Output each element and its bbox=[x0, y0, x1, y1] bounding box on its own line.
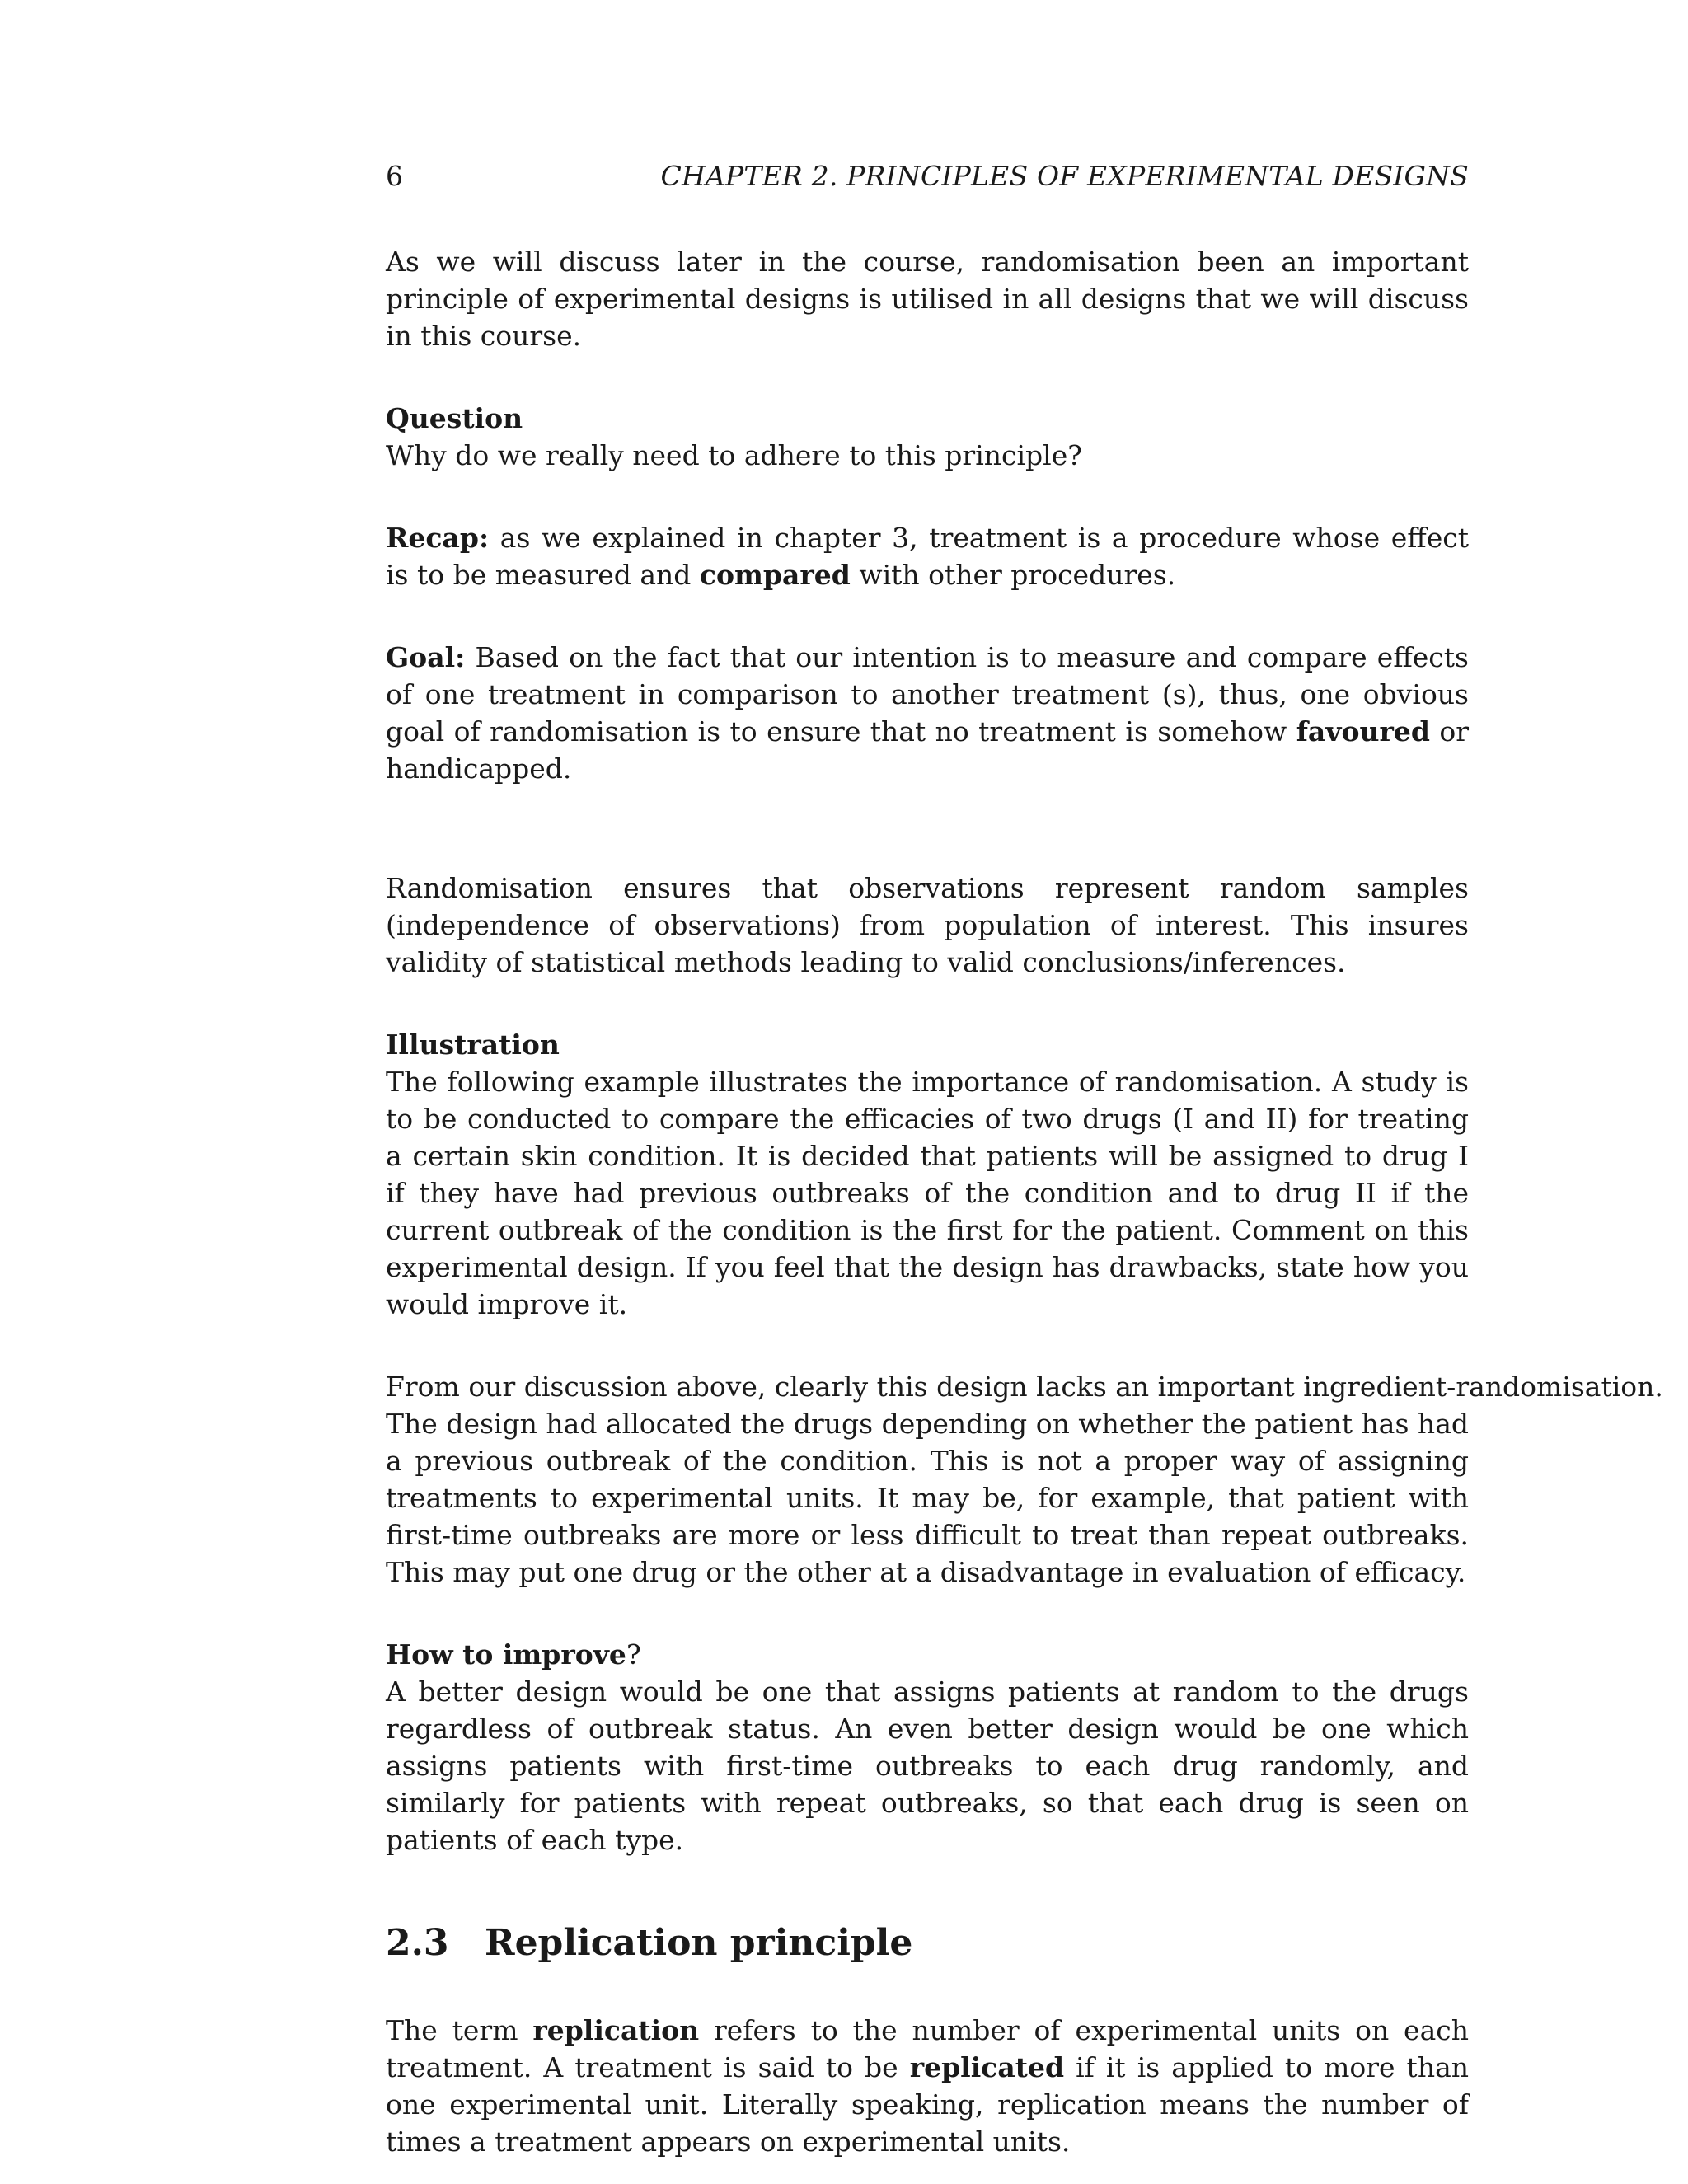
discussion-first-line: From our discussion above, clearly this design lacks an important ingredient-randomisation. bbox=[386, 1371, 1663, 1403]
section-number: 2.3 bbox=[386, 1922, 449, 1964]
recap-text-end: with other procedures. bbox=[850, 559, 1176, 591]
question-text: Why do we really need to adhere to this principle? bbox=[386, 439, 1082, 471]
goal-paragraph bbox=[386, 639, 1469, 787]
replication-text-3: if it is applied to more than one experimental unit. Literally speaking, replication means the number of times a treatment appears on experimental units. bbox=[386, 2051, 1469, 2158]
replication-text-2: refers to the number of experimental units on each treatment. A treatment is said to be bbox=[386, 2014, 1469, 2083]
page-number: 6 bbox=[386, 160, 403, 192]
goal-label: Goal: bbox=[386, 641, 466, 673]
question-block bbox=[386, 400, 1469, 474]
replication-text-1: The term bbox=[386, 2014, 533, 2046]
improve-text: A better design would be one that assigns patients at random to the drugs regardless of outbreak status. An even better design would be one which assigns patients with first-time outbreaks to each drug randomly, and similarly for patients with repeat outbreaks, so that each drug is seen on patients of each type. bbox=[386, 1675, 1469, 1856]
goal-text: Based on the fact that our intention is to measure and compare effects of one treatment in comparison to another treatment (s), thus, one obvious goal of randomisation is to ensure that no treatment is somehow bbox=[386, 641, 1469, 748]
improve-label-suffix: ? bbox=[626, 1638, 641, 1671]
recap-bold-word: compared bbox=[699, 559, 851, 591]
recap-paragraph bbox=[386, 519, 1469, 593]
question-label: Question bbox=[386, 402, 523, 434]
section-title: Replication principle bbox=[485, 1922, 913, 1964]
recap-text: as we explained in chapter 3, treatment is a procedure whose effect is to be measured and bbox=[386, 522, 1469, 591]
discussion-block bbox=[386, 1368, 1663, 1591]
goal-text-end: or handicapped. bbox=[386, 715, 1469, 785]
illustration-block bbox=[386, 1026, 1469, 1323]
page-body bbox=[386, 243, 1663, 2160]
illustration-label: Illustration bbox=[386, 1029, 560, 1061]
goal-bold-word: favoured bbox=[1296, 715, 1430, 748]
section-heading bbox=[386, 1920, 1469, 1966]
replication-paragraph bbox=[386, 2012, 1469, 2160]
replication-term: replication bbox=[532, 2014, 700, 2046]
illustration-text: The following example illustrates the importance of randomisation. A study is to be conducted to compare the efficacies of two drugs (I and II) for treating a certain skin condition. It is decided that patients will be assigned to drug I if they have had previous outbreaks of the condition and to drug II if the current outbreak of the condition is the first for the patient. Comment on this experimental design. If you feel that the design has drawbacks, state how you would improve it. bbox=[386, 1066, 1469, 1320]
improve-label: How to improve bbox=[386, 1638, 626, 1671]
randomisation-paragraph: Randomisation ensures that observations represent random samples (independence of observations) from population of interest. This insures validity of statistical methods leading to valid conclusions/inferences. bbox=[386, 872, 1469, 978]
running-title: CHAPTER 2. PRINCIPLES OF EXPERIMENTAL DESIGNS bbox=[660, 160, 1469, 192]
improve-block bbox=[386, 1636, 1469, 1858]
replicated-term: replicated bbox=[909, 2051, 1065, 2083]
recap-label: Recap: bbox=[386, 522, 490, 554]
intro-paragraph: As we will discuss later in the course, randomisation been an important principle of experimental designs is utilised in all designs that we will discuss in this course. bbox=[386, 246, 1469, 352]
discussion-text: The design had allocated the drugs depending on whether the patient has had a previous outbreak of the condition. This is not a proper way of assigning treatments to experimental units. It may be, for example, that patient with first-time outbreaks are more or less difficult to treat than repeat outbreaks. This may put one drug or the other at a disadvantage in evaluation of efficacy. bbox=[386, 1408, 1469, 1588]
